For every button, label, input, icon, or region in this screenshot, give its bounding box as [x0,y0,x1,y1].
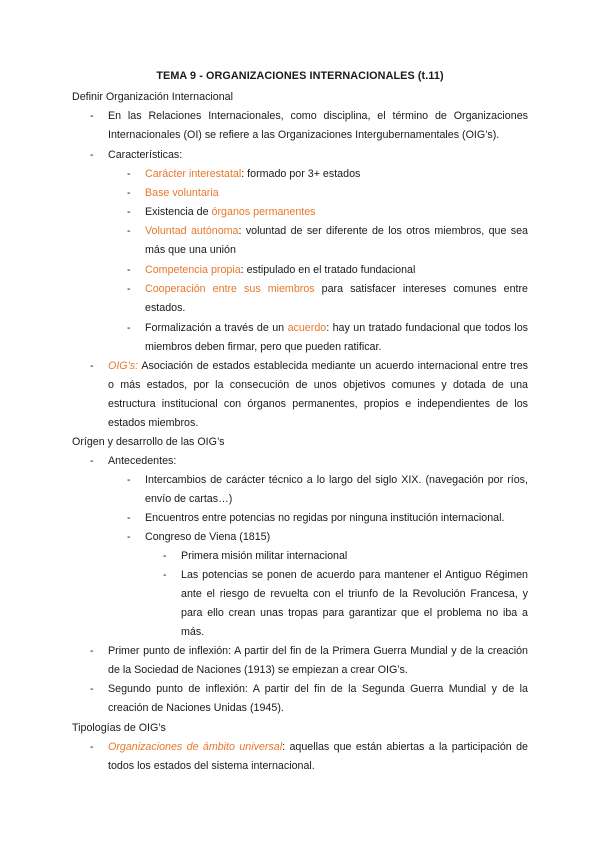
item-text: : formado por 3+ estados [241,168,361,180]
highlight-term: Voluntad autónoma [145,225,239,237]
list-item-mision-militar: Primera misión militar internacional [181,550,348,562]
list-item-encuentros: Encuentros entre potencias no regidas por ninguna institución internacional. [145,512,505,524]
bullet-dash: - [127,206,131,218]
antecedentes-label: Antecedentes: [108,455,177,467]
item-text: Formalización a través de un [145,322,288,334]
bullet-dash: - [127,283,131,295]
item-text: Asociación de estados establecida mediante un acuerdo internacional entre tres o más estados, por la consecución de unos objetivos comunes y dotada de una estructura institucional con órganos permanentes, propios e independientes de los estados miembros. [108,360,528,429]
oigs-definition [108,357,528,433]
section-heading-tipologias: Tipologías de OIG’s [72,722,166,734]
bullet-dash: - [90,149,94,161]
list-item-ambito-universal [108,738,528,776]
bullet-dash: - [127,322,131,334]
bullet-dash: - [127,474,131,486]
list-item-caracter-interestatal [145,165,528,184]
bullet-dash: - [90,741,94,753]
list-item-congreso-viena: Congreso de Viena (1815) [145,531,271,543]
section-heading-origen: Orígen y desarrollo de las OIG’s [72,436,225,448]
list-item-voluntad-autonoma [145,222,528,260]
section-heading-definir: Definir Organización Internacional [72,91,233,103]
item-text: : hay un tratado fundacional que todos los miembros deben firmar, pero que pueden ratificar. [145,322,528,353]
highlight-term: órganos permanentes [211,206,316,218]
intro-paragraph: En las Relaciones Internacionales, como disciplina, el término de Organizaciones Internacionales (OI) se refiere a las Organizaciones Intergubernamentales (OIG’s). [108,110,528,141]
bullet-dash: - [90,360,94,372]
bullet-dash: - [163,569,167,581]
list-item-formalizacion [145,319,528,357]
item-text: para satisfacer intereses comunes entre estados. [145,283,528,314]
bullet-dash: - [90,455,94,467]
highlight-term: Organizaciones de ámbito universal [108,741,283,753]
bullet-dash: - [127,225,131,237]
highlight-term: Cooperación entre sus miembros [145,283,315,295]
item-text: : aquellas que están abiertas a la participación de todos los estados del sistema internacional. [108,741,529,772]
highlight-term: Carácter interestatal [145,168,242,180]
bullet-dash: - [127,168,131,180]
bullet-dash: - [127,512,131,524]
bullet-dash: - [127,531,131,543]
highlight-term: OIG’s: [108,360,139,372]
bullet-dash: - [127,264,131,276]
item-text: : voluntad de ser diferente de los otros miembros, que sea más que una unión [145,225,529,256]
list-item-base-voluntaria [145,184,528,203]
list-item-cooperacion [145,280,528,318]
list-item-organos-permanentes [145,203,528,222]
item-text: Existencia de [145,206,212,218]
caracteristicas-label: Características: [108,149,183,161]
highlight-term: acuerdo [287,322,327,334]
item-text: : estipulado en el tratado fundacional [240,264,416,276]
highlight-term: Base voluntaria [145,187,219,199]
bullet-dash: - [163,550,167,562]
bullet-dash: - [90,683,94,695]
list-item-intercambios: Intercambios de carácter técnico a lo largo del siglo XIX. (navegación por ríos, envío de cartas…) [145,474,528,505]
highlight-term: Competencia propia [145,264,241,276]
list-item-segundo-punto: Segundo punto de inflexión: A partir del fin de la Segunda Guerra Mundial y de la creación de Naciones Unidas (1945). [108,683,528,714]
list-item-primer-punto: Primer punto de inflexión: A partir del fin de la Primera Guerra Mundial y de la creación de la Sociedad de Naciones (1913) se empiezan a crear OIG’s. [108,645,528,676]
bullet-dash: - [90,645,94,657]
document-title: TEMA 9 - ORGANIZACIONES INTERNACIONALES (t.11) [156,70,444,82]
list-item-competencia-propia [145,261,528,280]
list-item-potencias-acuerdo: Las potencias se ponen de acuerdo para mantener el Antiguo Régimen ante el riesgo de revuelta con el triunfo de la Revolución Francesa, y para ello crean unas tropas para garantizar que el problema no iba a más. [181,569,528,638]
bullet-dash: - [127,187,131,199]
bullet-dash: - [90,110,94,122]
